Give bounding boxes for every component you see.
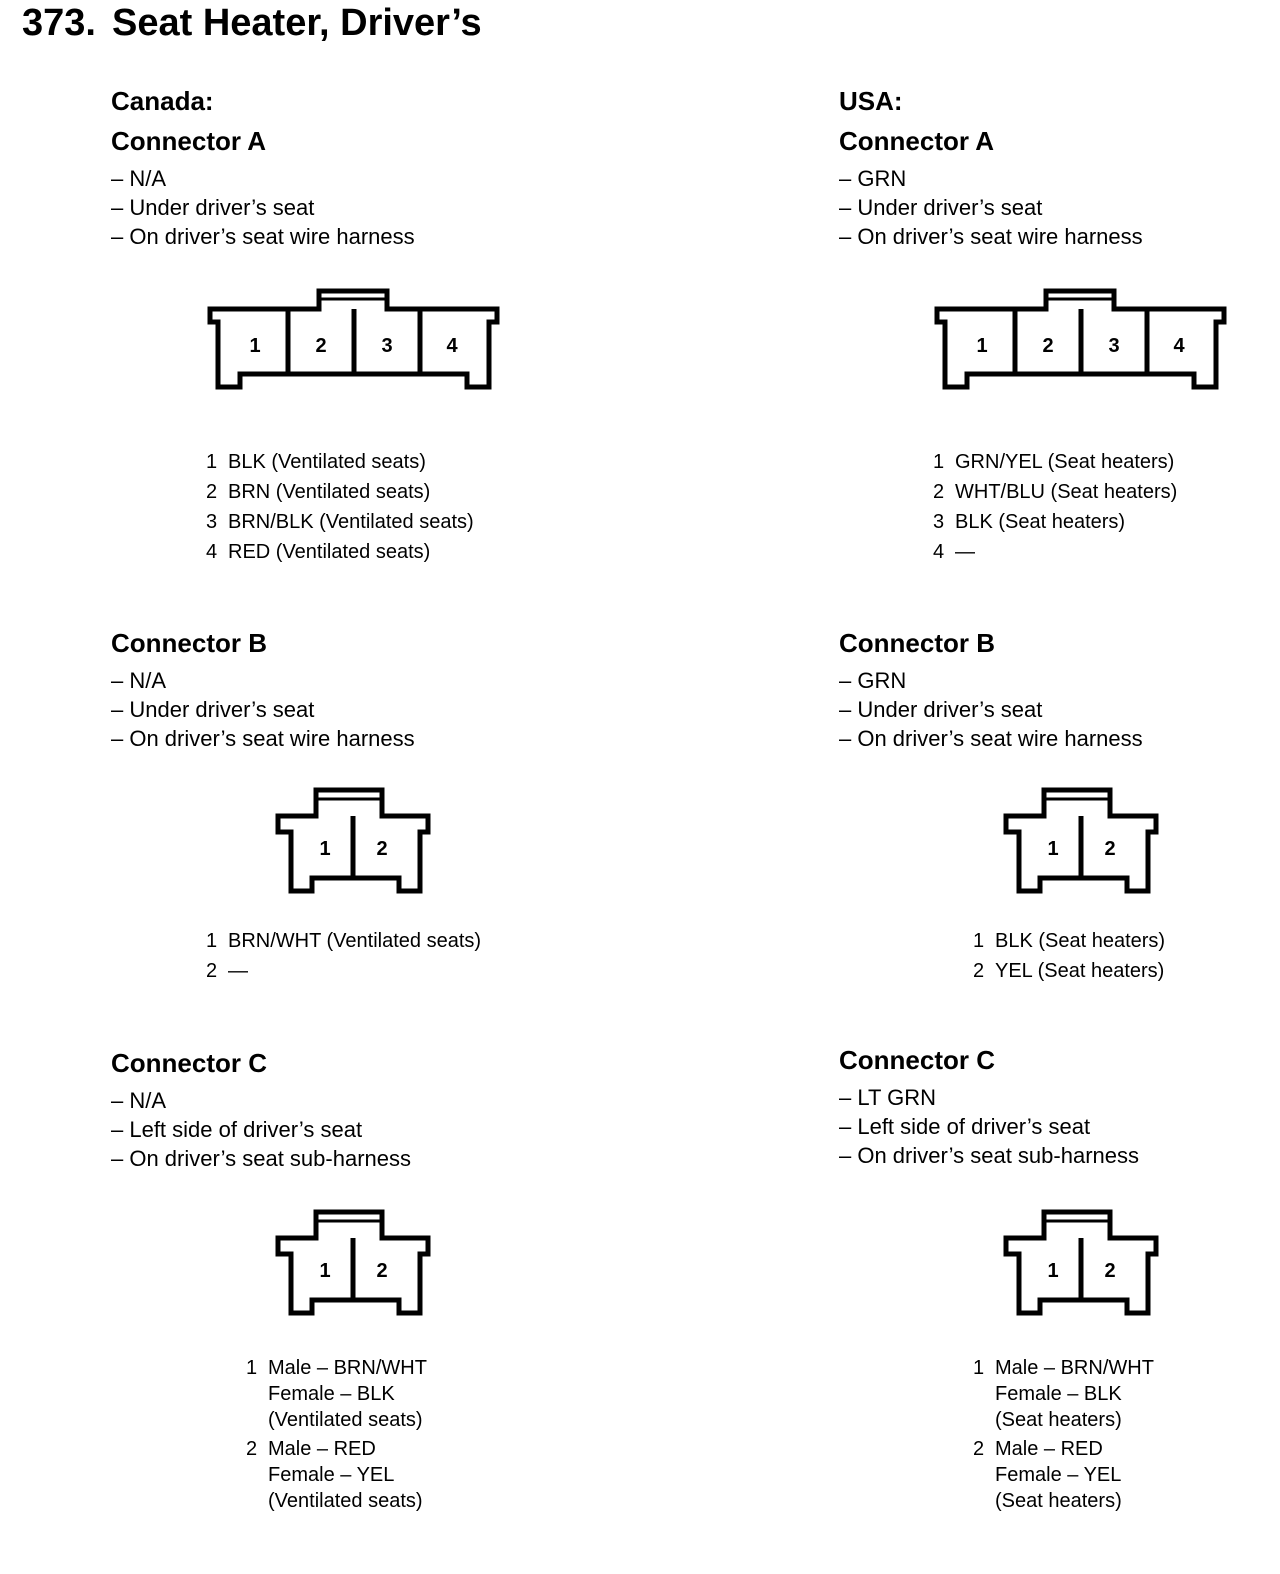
pin-note: (Seat heaters): [995, 1409, 1122, 1431]
pin-wire: WHT/BLU (Seat heaters): [955, 481, 1178, 503]
pin-note: (Ventilated seats): [268, 1409, 423, 1431]
pin-female-wire: Female – BLK: [995, 1383, 1122, 1405]
detail-location: – Under driver’s seat: [839, 195, 1043, 220]
detail-harness: – On driver’s seat sub-harness: [839, 1143, 1139, 1168]
pin-row: [206, 956, 481, 986]
pin-wire: BLK (Seat heaters): [995, 930, 1166, 952]
pin-wire: —: [955, 541, 975, 563]
pin-row: [206, 447, 474, 477]
pin-number: 2: [933, 481, 945, 503]
pin-number-2: 2: [376, 838, 388, 860]
canada-connector-a-pinout: [206, 447, 474, 567]
canada-connector-c-title: Connector C: [111, 1048, 267, 1078]
page-title: [22, 2, 482, 45]
pin-wire: RED (Ventilated seats): [228, 541, 431, 563]
pin-male-wire: Male – RED: [268, 1438, 376, 1460]
detail-color: – GRN: [839, 668, 907, 693]
pin-number: 3: [933, 511, 945, 533]
pin-female-wire: Female – YEL: [995, 1464, 1122, 1486]
pin-number-3: 3: [1108, 335, 1120, 357]
pin-number-2: 2: [376, 1260, 388, 1282]
detail-color: – LT GRN: [839, 1085, 936, 1110]
canada-connector-c-pinout: [246, 1355, 427, 1514]
pin-number: 4: [933, 541, 945, 563]
detail-location: – Under driver’s seat: [839, 697, 1043, 722]
pin-row: [206, 507, 474, 537]
pin-wire: GRN/YEL (Seat heaters): [955, 451, 1175, 473]
pin-female-wire: Female – YEL: [268, 1464, 395, 1486]
pin-number: 1: [973, 930, 985, 952]
usa-connector-a-diagram: [927, 285, 1237, 395]
usa-connector-a-details: [839, 164, 1143, 251]
usa-connector-b-pinout: [973, 926, 1165, 986]
pin-row: [973, 926, 1165, 956]
pin-row: [246, 1355, 427, 1433]
usa-connector-a-title: Connector A: [839, 126, 995, 156]
pin-number-2: 2: [1042, 335, 1054, 357]
pin-number: 1: [246, 1357, 258, 1379]
pin-row: [973, 1355, 1154, 1433]
usa-connector-c-diagram: [996, 1206, 1166, 1321]
pin-wire: BRN/WHT (Ventilated seats): [228, 930, 482, 952]
pin-number: 2: [973, 960, 985, 982]
canada-connector-b-diagram: [268, 784, 438, 899]
pin-number: 1: [933, 451, 945, 473]
region-heading-canada: Canada:: [111, 86, 214, 116]
pin-number-4: 4: [446, 335, 458, 357]
pin-row: [933, 537, 1177, 567]
pin-number: 2: [246, 1438, 258, 1460]
pin-number: 3: [206, 511, 218, 533]
pin-number-2: 2: [1104, 1260, 1116, 1282]
pin-number: 4: [206, 541, 218, 563]
usa-connector-c-details: [839, 1083, 1139, 1170]
section-number: 373.: [22, 2, 96, 44]
pin-row: [933, 507, 1177, 537]
pin-number-1: 1: [976, 335, 988, 357]
pin-number: 2: [973, 1438, 985, 1460]
canada-connector-b-details: [111, 666, 415, 753]
detail-color: – N/A: [111, 668, 167, 693]
pin-number-3: 3: [381, 335, 393, 357]
section-title: Seat Heater, Driver’s: [112, 2, 482, 44]
detail-color: – GRN: [839, 166, 907, 191]
usa-connector-b-title: Connector B: [839, 628, 995, 658]
pin-number: 1: [973, 1357, 985, 1379]
pin-wire: YEL (Seat heaters): [995, 960, 1165, 982]
detail-harness: – On driver’s seat wire harness: [839, 726, 1143, 751]
detail-location: – Under driver’s seat: [111, 195, 315, 220]
region-heading-usa: USA:: [839, 86, 903, 116]
detail-location: – Left side of driver’s seat: [111, 1117, 363, 1142]
detail-location: – Left side of driver’s seat: [839, 1114, 1091, 1139]
usa-connector-b-diagram: [996, 784, 1166, 899]
pin-number: 2: [206, 481, 218, 503]
pin-note: (Ventilated seats): [268, 1490, 423, 1512]
pin-row: [933, 477, 1177, 507]
detail-location: – Under driver’s seat: [111, 697, 315, 722]
detail-harness: – On driver’s seat wire harness: [111, 726, 415, 751]
pin-wire: BLK (Ventilated seats): [228, 451, 426, 473]
canada-connector-b-pinout: [206, 926, 481, 986]
pin-number-2: 2: [315, 335, 327, 357]
canada-connector-a-title: Connector A: [111, 126, 267, 156]
detail-color: – N/A: [111, 1088, 167, 1113]
pin-number-4: 4: [1173, 335, 1185, 357]
pin-number: 1: [206, 930, 218, 952]
pin-row: [206, 926, 481, 956]
pin-number-1: 1: [319, 838, 331, 860]
pin-row: [933, 447, 1177, 477]
canada-connector-c-diagram: [268, 1206, 438, 1321]
pin-note: (Seat heaters): [995, 1490, 1122, 1512]
detail-color: – N/A: [111, 166, 167, 191]
pin-row: [973, 1436, 1154, 1514]
pin-number-1: 1: [319, 1260, 331, 1282]
pin-number-1: 1: [1047, 838, 1059, 860]
pin-row: [206, 477, 474, 507]
pin-wire: —: [228, 960, 248, 982]
detail-harness: – On driver’s seat wire harness: [839, 224, 1143, 249]
detail-harness: – On driver’s seat sub-harness: [111, 1146, 411, 1171]
detail-harness: – On driver’s seat wire harness: [111, 224, 415, 249]
canada-connector-a-diagram: [200, 285, 510, 395]
canada-connector-b-title: Connector B: [111, 628, 267, 658]
pin-row: [246, 1436, 427, 1514]
pin-row: [206, 537, 474, 567]
canada-connector-a-details: [111, 164, 415, 251]
usa-connector-c-title: Connector C: [839, 1045, 995, 1075]
usa-connector-b-details: [839, 666, 1143, 753]
usa-connector-a-pinout: [933, 447, 1177, 567]
pin-number: 1: [206, 451, 218, 473]
pin-wire: BRN/BLK (Ventilated seats): [228, 511, 474, 533]
canada-connector-c-details: [111, 1086, 411, 1173]
pin-male-wire: Male – BRN/WHT: [995, 1357, 1154, 1379]
pin-wire: BLK (Seat heaters): [955, 511, 1126, 533]
pin-number-1: 1: [249, 335, 261, 357]
pin-female-wire: Female – BLK: [268, 1383, 395, 1405]
usa-connector-c-pinout: [973, 1355, 1154, 1514]
pin-wire: BRN (Ventilated seats): [228, 481, 431, 503]
pin-number: 2: [206, 960, 218, 982]
pin-number-1: 1: [1047, 1260, 1059, 1282]
pin-number-2: 2: [1104, 838, 1116, 860]
pin-male-wire: Male – BRN/WHT: [268, 1357, 427, 1379]
pin-row: [973, 956, 1165, 986]
pin-male-wire: Male – RED: [995, 1438, 1103, 1460]
